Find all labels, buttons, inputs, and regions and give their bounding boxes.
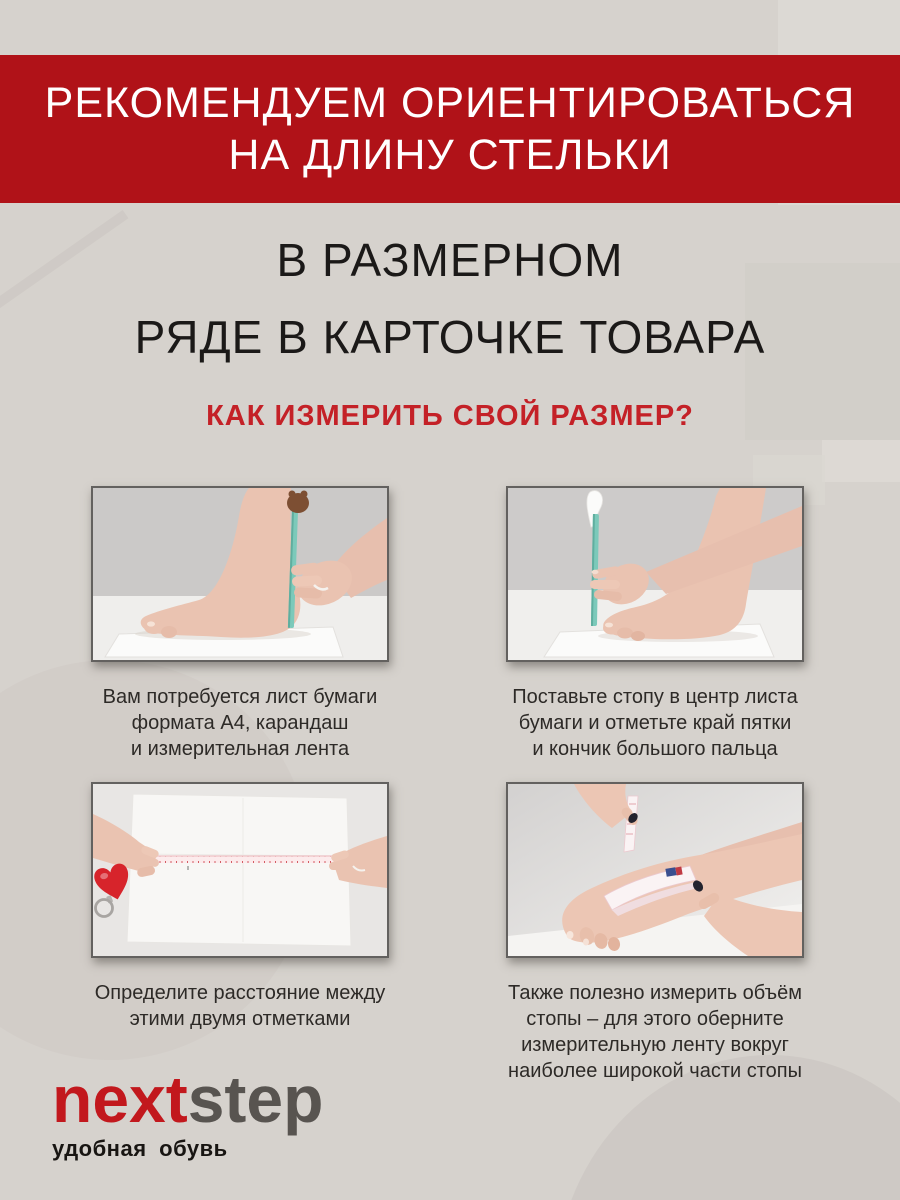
step-1-caption [50, 684, 430, 762]
toenail [147, 621, 155, 626]
caption-line: Определите расстояние между [94, 982, 386, 1004]
tape-label-blue [665, 867, 676, 877]
step-2-caption [465, 684, 845, 762]
caption-line: измерительную ленту вокруг [521, 1034, 789, 1056]
logo-word-next: next [52, 1062, 188, 1136]
tape-around-foot-illustration [508, 784, 802, 956]
caption-line: формата А4, карандаш [131, 712, 349, 734]
step-3-caption [50, 980, 430, 1032]
step-2 [465, 486, 845, 762]
toenail [605, 623, 613, 628]
step-1-photo [91, 486, 389, 662]
caption-line: Поставьте стопу в центр листа [512, 686, 798, 708]
toe [161, 626, 177, 638]
finger [590, 580, 620, 589]
toenail [567, 931, 574, 939]
caption-line: бумаги и отметьте край пятки [518, 712, 792, 734]
banner-line-1: РЕКОМЕНДУЕМ ОРИЕНТИРОВАТЬСЯ [44, 79, 856, 127]
toenail [583, 939, 589, 946]
step-4-caption [465, 980, 845, 1084]
subtitle-line-2: РЯДЕ В КАРТОЧКЕ ТОВАРА [134, 311, 766, 363]
top-banner [0, 55, 900, 203]
step-3-photo [91, 782, 389, 958]
subtitle [0, 222, 900, 376]
fingernail [592, 570, 599, 574]
toe [144, 620, 164, 634]
subtitle-line-1: В РАЗМЕРНОМ [276, 234, 624, 286]
finger [329, 862, 349, 870]
caption-line: Вам потребуется лист бумаги [102, 686, 378, 708]
brand-logo [52, 1062, 324, 1162]
caption-line: и измерительная лента [130, 738, 350, 760]
tape-on-paper-illustration [93, 784, 387, 956]
toe [631, 631, 645, 641]
step-4 [465, 782, 845, 1084]
pencil-topper [287, 491, 309, 514]
step-3 [50, 782, 430, 1032]
finger [292, 575, 322, 587]
caption-line: стопы – для этого оберните [526, 1008, 784, 1030]
paper-sheet [127, 794, 351, 946]
decorative-shape [822, 440, 900, 482]
step-1 [50, 486, 430, 762]
logo-word-step: step [187, 1062, 324, 1136]
caption-line: и кончик большого пальца [532, 738, 778, 760]
caption-line: этими двумя отметками [129, 1008, 351, 1030]
foot-heel-pencil-illustration [93, 488, 387, 660]
toe [617, 628, 633, 639]
banner-line-2: НА ДЛИНУ СТЕЛЬКИ [228, 131, 672, 179]
tape-ticks [145, 856, 341, 863]
step-4-photo [506, 782, 804, 958]
question-heading: КАК ИЗМЕРИТЬ СВОЙ РАЗМЕР? [206, 400, 694, 432]
caption-line: наиболее широкой части стопы [508, 1060, 802, 1082]
logo-tagline: удобная обувь [52, 1136, 228, 1161]
caption-line: Также полезно измерить объём [508, 982, 802, 1004]
foot-toe-pencil-illustration [508, 488, 802, 660]
logo-wordmark [52, 1062, 324, 1136]
step-2-photo [506, 486, 804, 662]
